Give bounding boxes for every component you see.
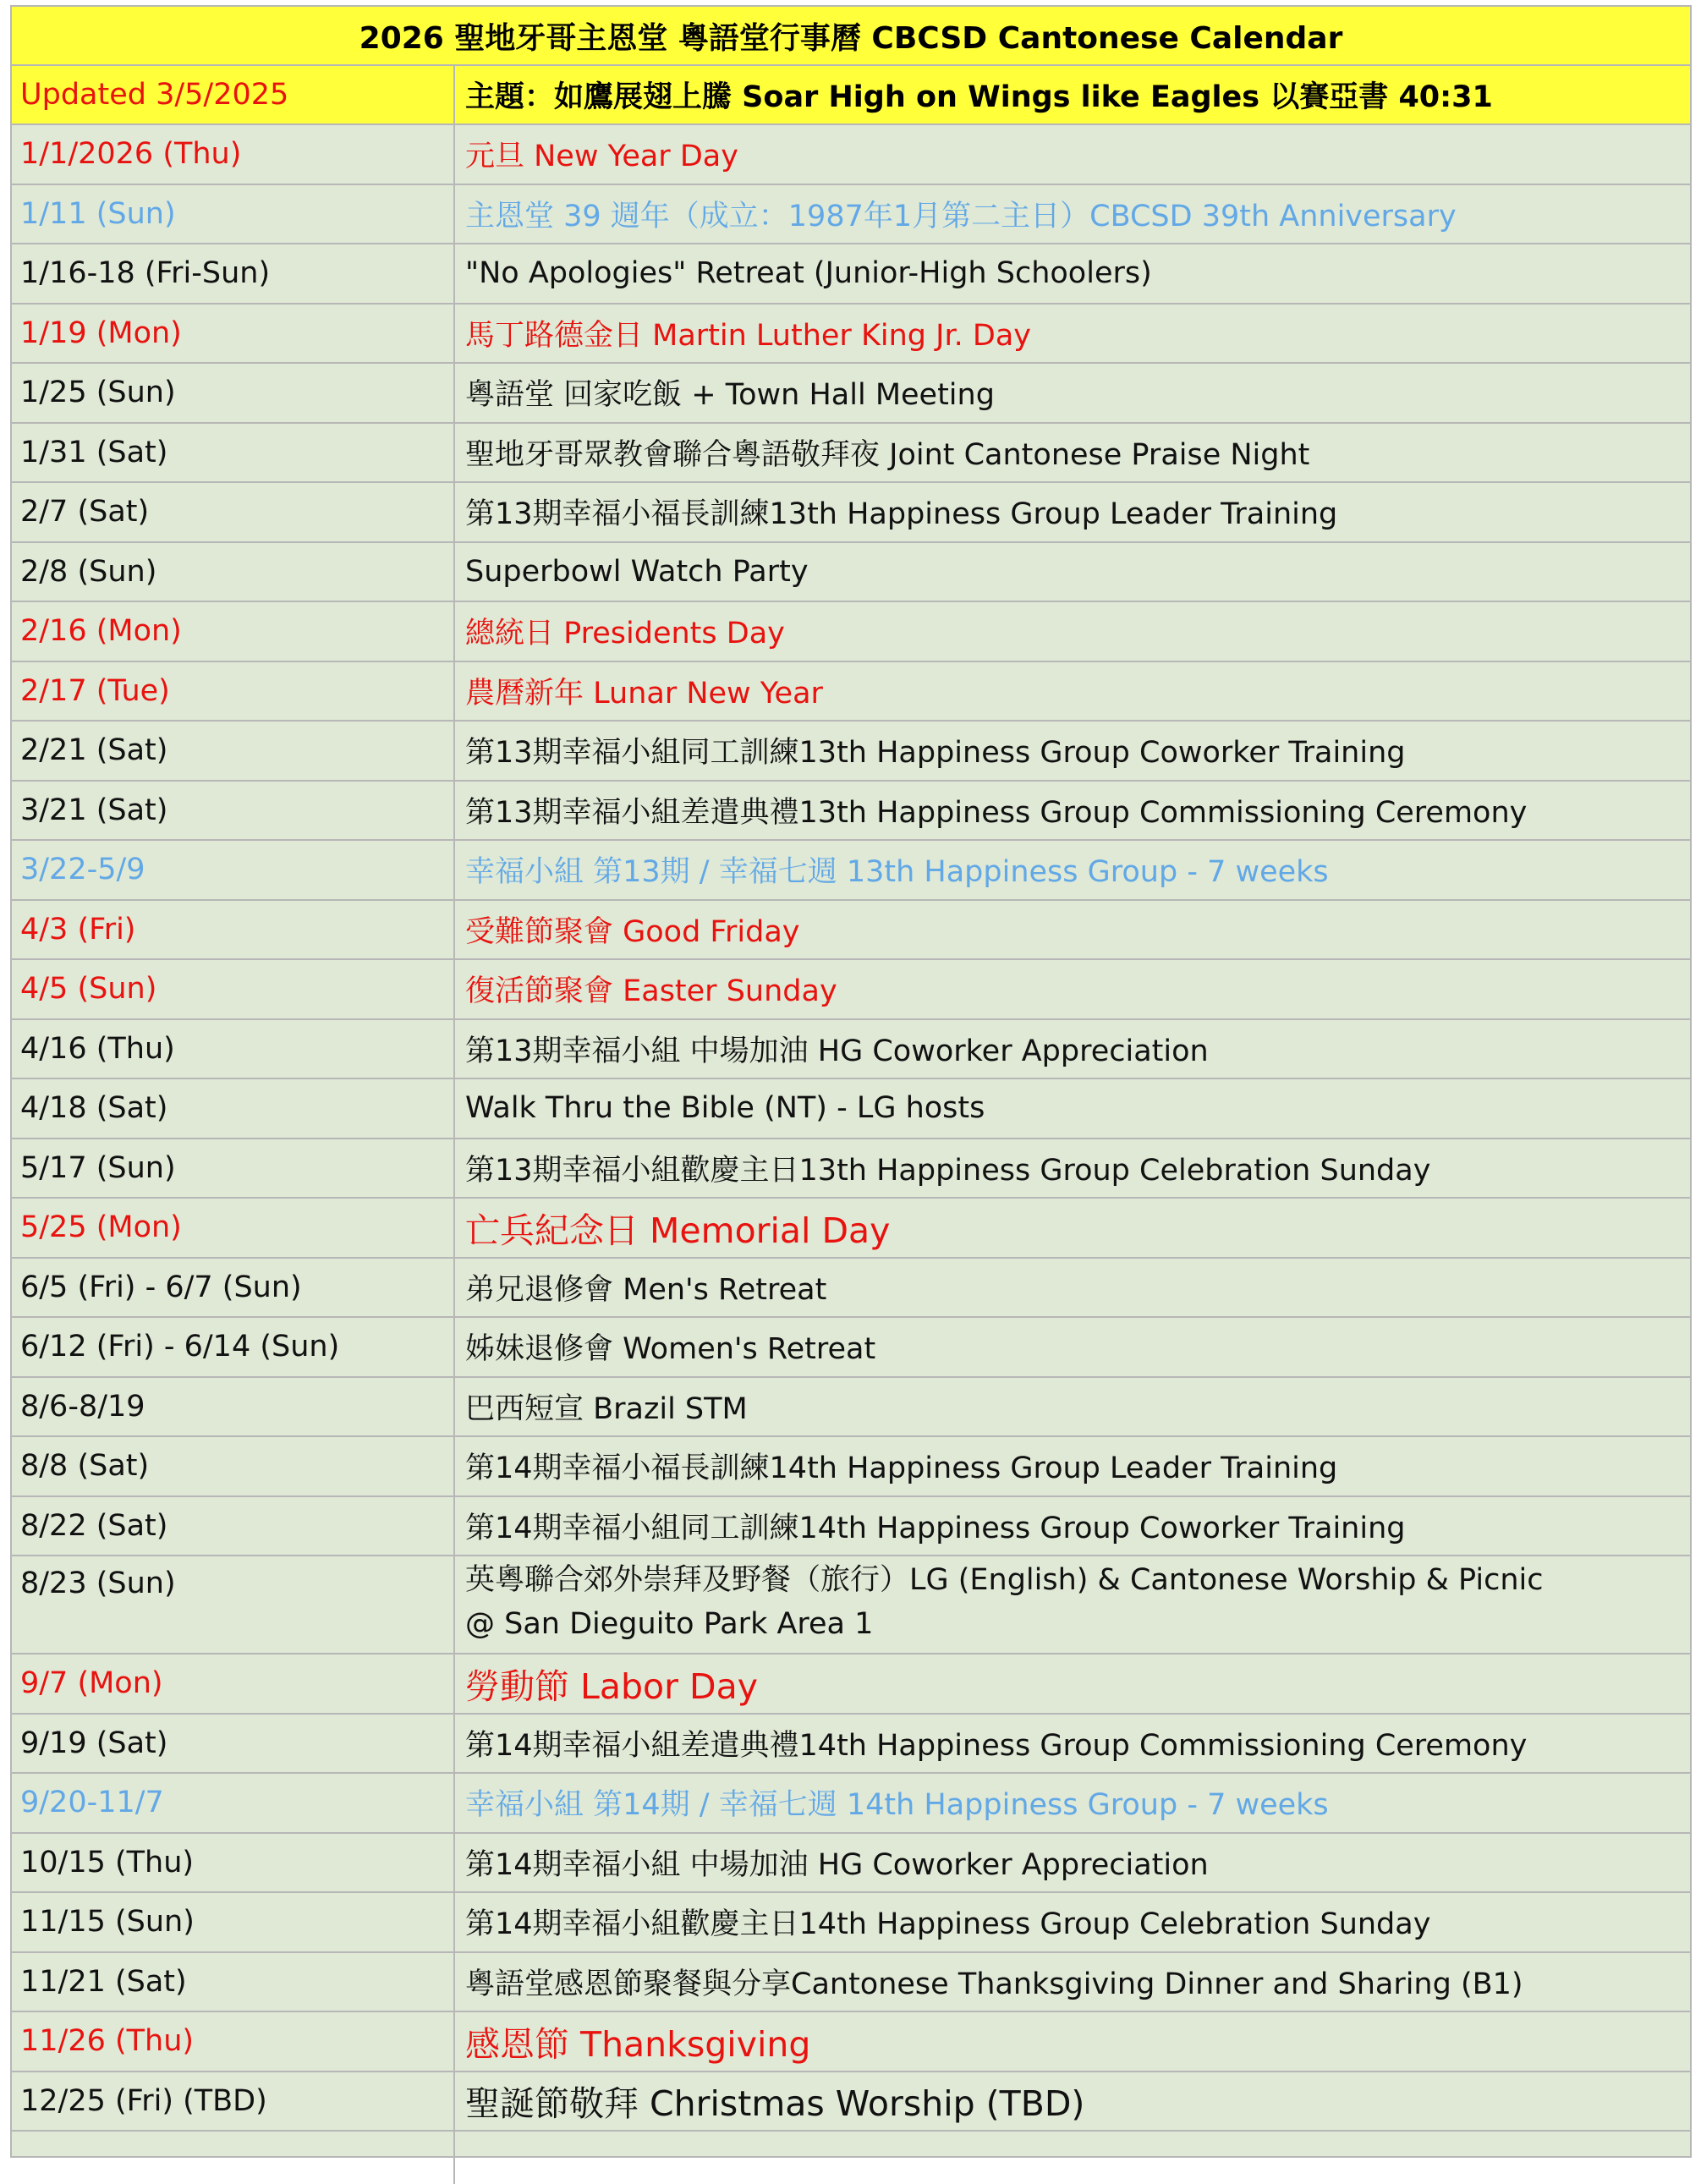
- event-description: 幸福小組 第13期 / 幸福七週 13th Happiness Group - 7 weeks: [465, 855, 1329, 890]
- event-date: 6/5 (Fri) - 6/7 (Sun): [12, 1259, 455, 1317]
- event-description: 第13期幸福小福長訓練13th Happiness Group Leader Training: [465, 497, 1338, 532]
- event-description-line: 英粵聯合郊外崇拜及野餐（旅行）LG (English) & Cantonese Worship & Picnic: [465, 1563, 1544, 1597]
- event-row: [12, 364, 1690, 424]
- event-row: [12, 722, 1690, 782]
- event-description: Superbowl Watch Party: [465, 554, 809, 589]
- event-description: 馬丁路德金日 Martin Luther King Jr. Day: [465, 318, 1031, 353]
- event-row: [12, 662, 1690, 722]
- event-description: 姊妹退修會 Women's Retreat: [465, 1332, 876, 1367]
- event-row: [12, 1893, 1690, 1953]
- event-description-wrap: [465, 1558, 1544, 1646]
- event-row: [12, 841, 1690, 901]
- event-date: 1/1/2026 (Thu): [12, 125, 455, 184]
- event-date: 2/21 (Sat): [12, 722, 455, 780]
- event-row: [12, 1378, 1690, 1438]
- event-date: 3/21 (Sat): [12, 782, 455, 840]
- event-date: 3/22-5/9: [12, 841, 455, 899]
- event-description: Walk Thru the Bible (NT) - LG hosts: [465, 1091, 985, 1126]
- event-description: 第14期幸福小組差遣典禮14th Happiness Group Commissioning Ceremony: [465, 1728, 1528, 1763]
- event-row: [12, 1654, 1690, 1715]
- event-row: [12, 1259, 1690, 1319]
- event-row: [12, 1139, 1690, 1199]
- event-row: [12, 185, 1690, 245]
- event-date: 2/16 (Mon): [12, 602, 455, 661]
- event-row: [12, 1318, 1690, 1378]
- event-date: 9/7 (Mon): [12, 1654, 455, 1713]
- event-row: [12, 960, 1690, 1020]
- event-description: 亡兵紀念日 Memorial Day: [465, 1210, 891, 1251]
- event-date: 1/31 (Sat): [12, 424, 455, 482]
- event-date: 5/17 (Sun): [12, 1139, 455, 1198]
- event-description: 主恩堂 39 週年（成立：1987年1月第二主日）CBCSD 39th Anniversary: [465, 199, 1457, 233]
- event-date: 2/17 (Tue): [12, 662, 455, 721]
- event-row: [12, 2072, 1690, 2132]
- event-row: [12, 483, 1690, 543]
- empty-date-cell: [12, 2132, 455, 2184]
- event-row: [12, 1020, 1690, 1080]
- event-description: [455, 1556, 1690, 1653]
- event-date: 8/6-8/19: [12, 1378, 455, 1436]
- event-description: 受難節聚會 Good Friday: [465, 914, 800, 949]
- event-description: 第13期幸福小組差遣典禮13th Happiness Group Commissioning Ceremony: [465, 795, 1528, 830]
- event-row: [12, 1556, 1690, 1654]
- event-date: 5/25 (Mon): [12, 1199, 455, 1257]
- event-date: 8/8 (Sat): [12, 1437, 455, 1495]
- event-description: "No Apologies" Retreat (Junior-High Schoolers): [465, 256, 1152, 291]
- event-description: 巴西短宣 Brazil STM: [465, 1391, 748, 1426]
- theme-row: [12, 66, 1690, 125]
- updated-date: Updated 3/5/2025: [12, 66, 455, 123]
- event-date: 2/7 (Sat): [12, 483, 455, 541]
- event-description: 粵語堂 回家吃飯 + Town Hall Meeting: [465, 378, 995, 413]
- event-description: 第13期幸福小組歡慶主日13th Happiness Group Celebration Sunday: [465, 1153, 1431, 1188]
- event-description: 第13期幸福小組同工訓練13th Happiness Group Coworker Training: [465, 736, 1406, 771]
- event-row: [12, 125, 1690, 185]
- event-date: 4/5 (Sun): [12, 960, 455, 1018]
- event-description: 第14期幸福小組 中場加油 HG Coworker Appreciation: [465, 1847, 1209, 1882]
- event-description: 第13期幸福小組 中場加油 HG Coworker Appreciation: [465, 1034, 1209, 1068]
- event-row: [12, 901, 1690, 961]
- event-date: 6/12 (Fri) - 6/14 (Sun): [12, 1318, 455, 1376]
- empty-row: [12, 2132, 1690, 2184]
- event-row: [12, 1437, 1690, 1497]
- event-date: 1/25 (Sun): [12, 364, 455, 422]
- event-description: 總統日 Presidents Day: [465, 617, 785, 651]
- event-row: [12, 1497, 1690, 1557]
- event-description: 幸福小組 第14期 / 幸福七週 14th Happiness Group - 7 weeks: [465, 1788, 1329, 1823]
- event-description: 第14期幸福小福長訓練14th Happiness Group Leader Training: [465, 1451, 1338, 1486]
- event-row: [12, 543, 1690, 603]
- event-row: [12, 1953, 1690, 2013]
- event-description: 復活節聚會 Easter Sunday: [465, 974, 837, 1009]
- event-row: [12, 1774, 1690, 1834]
- event-description: 第14期幸福小組同工訓練14th Happiness Group Coworker Training: [465, 1511, 1406, 1545]
- event-row: [12, 244, 1690, 305]
- event-row: [12, 602, 1690, 662]
- event-date: 11/21 (Sat): [12, 1953, 455, 2011]
- event-description: 感恩節 Thanksgiving: [465, 2023, 811, 2065]
- event-list: [12, 125, 1690, 2132]
- event-date: 8/23 (Sun): [12, 1556, 455, 1653]
- event-date: 1/11 (Sun): [12, 185, 455, 244]
- calendar-sheet: [10, 5, 1692, 2158]
- event-date: 4/18 (Sat): [12, 1079, 455, 1138]
- event-row: [12, 305, 1690, 365]
- event-date: 11/15 (Sun): [12, 1893, 455, 1951]
- event-date: 4/16 (Thu): [12, 1020, 455, 1078]
- event-row: [12, 1715, 1690, 1775]
- event-date: 8/22 (Sat): [12, 1497, 455, 1556]
- title-row: [12, 7, 1690, 66]
- event-description: 粵語堂感恩節聚餐與分享Cantonese Thanksgiving Dinner and Sharing (B1): [465, 1967, 1523, 2001]
- event-row: [12, 424, 1690, 484]
- event-date: 9/19 (Sat): [12, 1715, 455, 1773]
- theme-text: 主題：如鷹展翅上騰 Soar High on Wings like Eagles 以賽亞書 40:31: [465, 80, 1493, 114]
- event-description: 勞動節 Labor Day: [465, 1665, 758, 1707]
- event-date: 12/25 (Fri) (TBD): [12, 2072, 455, 2131]
- event-date: 2/8 (Sun): [12, 543, 455, 601]
- event-date: 10/15 (Thu): [12, 1834, 455, 1892]
- event-description: 第14期幸福小組歡慶主日14th Happiness Group Celebration Sunday: [465, 1907, 1431, 1942]
- event-row: [12, 1079, 1690, 1139]
- event-description: 聖誕節敬拜 Christmas Worship (TBD): [465, 2083, 1085, 2125]
- event-description-line: @ San Dieguito Park Area 1: [465, 1607, 874, 1641]
- event-date: 1/16-18 (Fri-Sun): [12, 244, 455, 303]
- event-row: [12, 1199, 1690, 1259]
- calendar-title: 2026 聖地牙哥主恩堂 粵語堂行事曆 CBCSD Cantonese Calendar: [359, 20, 1343, 56]
- event-description: 弟兄退修會 Men's Retreat: [465, 1272, 827, 1307]
- event-date: 4/3 (Fri): [12, 901, 455, 959]
- event-row: [12, 1834, 1690, 1894]
- empty-event-cell: [455, 2132, 1690, 2184]
- event-description: 聖地牙哥眾教會聯合粵語敬拜夜 Joint Cantonese Praise Night: [465, 437, 1310, 472]
- event-date: 9/20-11/7: [12, 1774, 455, 1832]
- event-date: 1/19 (Mon): [12, 305, 455, 363]
- event-description: 農曆新年 Lunar New Year: [465, 676, 823, 711]
- event-row: [12, 782, 1690, 842]
- event-date: 11/26 (Thu): [12, 2012, 455, 2071]
- event-row: [12, 2012, 1690, 2072]
- event-description: 元旦 New Year Day: [465, 140, 738, 174]
